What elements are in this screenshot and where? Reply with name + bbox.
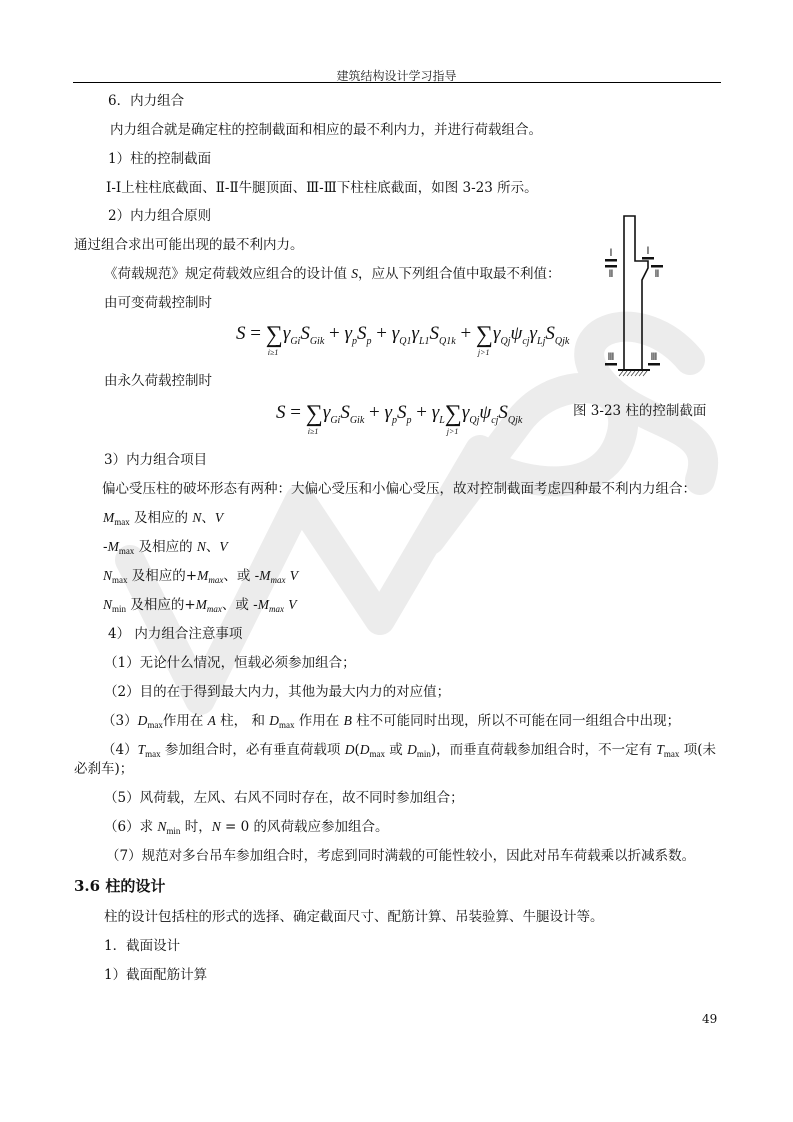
note-3: $(3)D_{max}$作用在 A 柱， 和 $D_{max}$ 作用在 B 柱不可能同时出现，所以不可能在同一组组合中出现；: [102, 713, 681, 730]
note-2: （2）目的在于得到最大内力，其他为最大内力的对应值；: [104, 684, 451, 700]
note-5: （5）风荷载，左风、右风不同时存在，故不同时参加组合；: [104, 790, 464, 806]
note-7: （7）规范对多台吊车参加组合时，考虑到同时满载的可能性较小，因此对吊车荷载乘以折减系数。: [106, 848, 696, 864]
label-section-I-right: Ⅰ: [646, 246, 650, 257]
paragraph-load-code: 《荷载规范》规定荷载效应组合的设计值 S，应从下列组合值中取最不利值：: [104, 266, 561, 282]
note-1: （1）无论什么情况，恒载必须参加组合；: [104, 655, 356, 671]
label-section-II-right: Ⅱ: [654, 269, 660, 280]
page-number: 49: [702, 1012, 718, 1026]
combination-item-1: $M_{max}$ 及相应的 N、V: [103, 510, 224, 527]
figure-caption: 图 3-23 柱的控制截面: [573, 403, 707, 419]
label-variable-load-control: 由可变荷载控制时: [104, 295, 212, 311]
paragraph-principle: 通过组合求出可能出现的最不利内力。: [74, 237, 304, 253]
combination-item-2: $-M_{max}$ 及相应的 N、V: [103, 539, 228, 556]
subheading-combination-principle: 2）内力组合原则: [108, 208, 212, 224]
combination-item-3: $N_{max}$ 及相应的$+M_{max}$、或 $-M_{max}$ V: [103, 568, 299, 585]
paragraph-control-sections: Ⅰ-Ⅰ上柱柱底截面、Ⅱ-Ⅱ牛腿顶面、Ⅲ-Ⅲ下柱柱底截面，如图 3-23 所示。: [106, 180, 538, 196]
header-divider: [73, 82, 721, 83]
paragraph-eccentric-compression: 偏心受压柱的破坏形态有两种：大偏心受压和小偏心受压，故对控制截面考虑四种最不利内力组合：: [102, 481, 696, 497]
combination-item-4: $N_{min}$ 及相应的$+M_{max}$、或 $-M_{max}$ V: [103, 597, 297, 614]
subheading-notes: 4） 内力组合注意事项: [108, 626, 243, 642]
note-6: （6）求 $N_{min}$ 时，N = 0 的风荷载应参加组合。: [104, 819, 389, 836]
section-heading-internal-force-combination: 6．内力组合: [108, 93, 185, 109]
running-header: 建筑结构设计学习指导: [336, 69, 457, 83]
note-4-continued: 必刹车)；: [74, 761, 134, 777]
formula-permanent-load: S = ∑ i≥1 $\gamma_{Gi}S_{Gik} + \gamma_pS_p + \gamma_L\sum$ j>1 $\gamma_{Qj}\psi_{cj}S_{Qjk}$: [276, 401, 523, 436]
label-section-II-left: Ⅱ: [608, 269, 614, 280]
label-section-III-right: Ⅲ: [650, 352, 658, 363]
label-permanent-load-control: 由永久荷载控制时: [104, 373, 212, 389]
paragraph-intro: 内力组合就是确定柱的控制截面和相应的最不利内力，并进行荷载组合。: [110, 122, 542, 138]
subheading-control-sections: 1）柱的控制截面: [108, 151, 212, 167]
label-section-I-left: Ⅰ: [609, 248, 613, 259]
paragraph-column-design: 柱的设计包括柱的形式的选择、确定截面尺寸、配筋计算、吊装验算、牛腿设计等。: [104, 909, 604, 925]
formula-variable-load: S = ∑ i≥1 $\gamma_{Gi}S_{Gik} + \gamma_pS_p + \gamma_{Q1}\gamma_{L1}S_{Q1k}$ + ∑ j>1 $\gamma_{Qj}\psi_{cj}\gamma_{Lj}S_{Qjk}$: [236, 322, 570, 357]
subheading-combination-items: 3）内力组合项目: [104, 452, 208, 468]
subheading-section-design: 1．截面设计: [104, 938, 181, 954]
note-4: $(4)T_{max}$ 参加组合时，必有垂直荷载项 $D(D_{max}$ 或 $D_{min}$)，而垂直荷载参加组合时，不一定有 $T_{max}$ 项(未: [102, 742, 716, 759]
section-heading-column-design: 3.6 柱的设计: [74, 877, 166, 895]
label-section-III-left: Ⅲ: [607, 352, 615, 363]
column-control-section-diagram: [568, 208, 708, 398]
subheading-reinforcement-calculation: 1）截面配筋计算: [104, 967, 208, 983]
